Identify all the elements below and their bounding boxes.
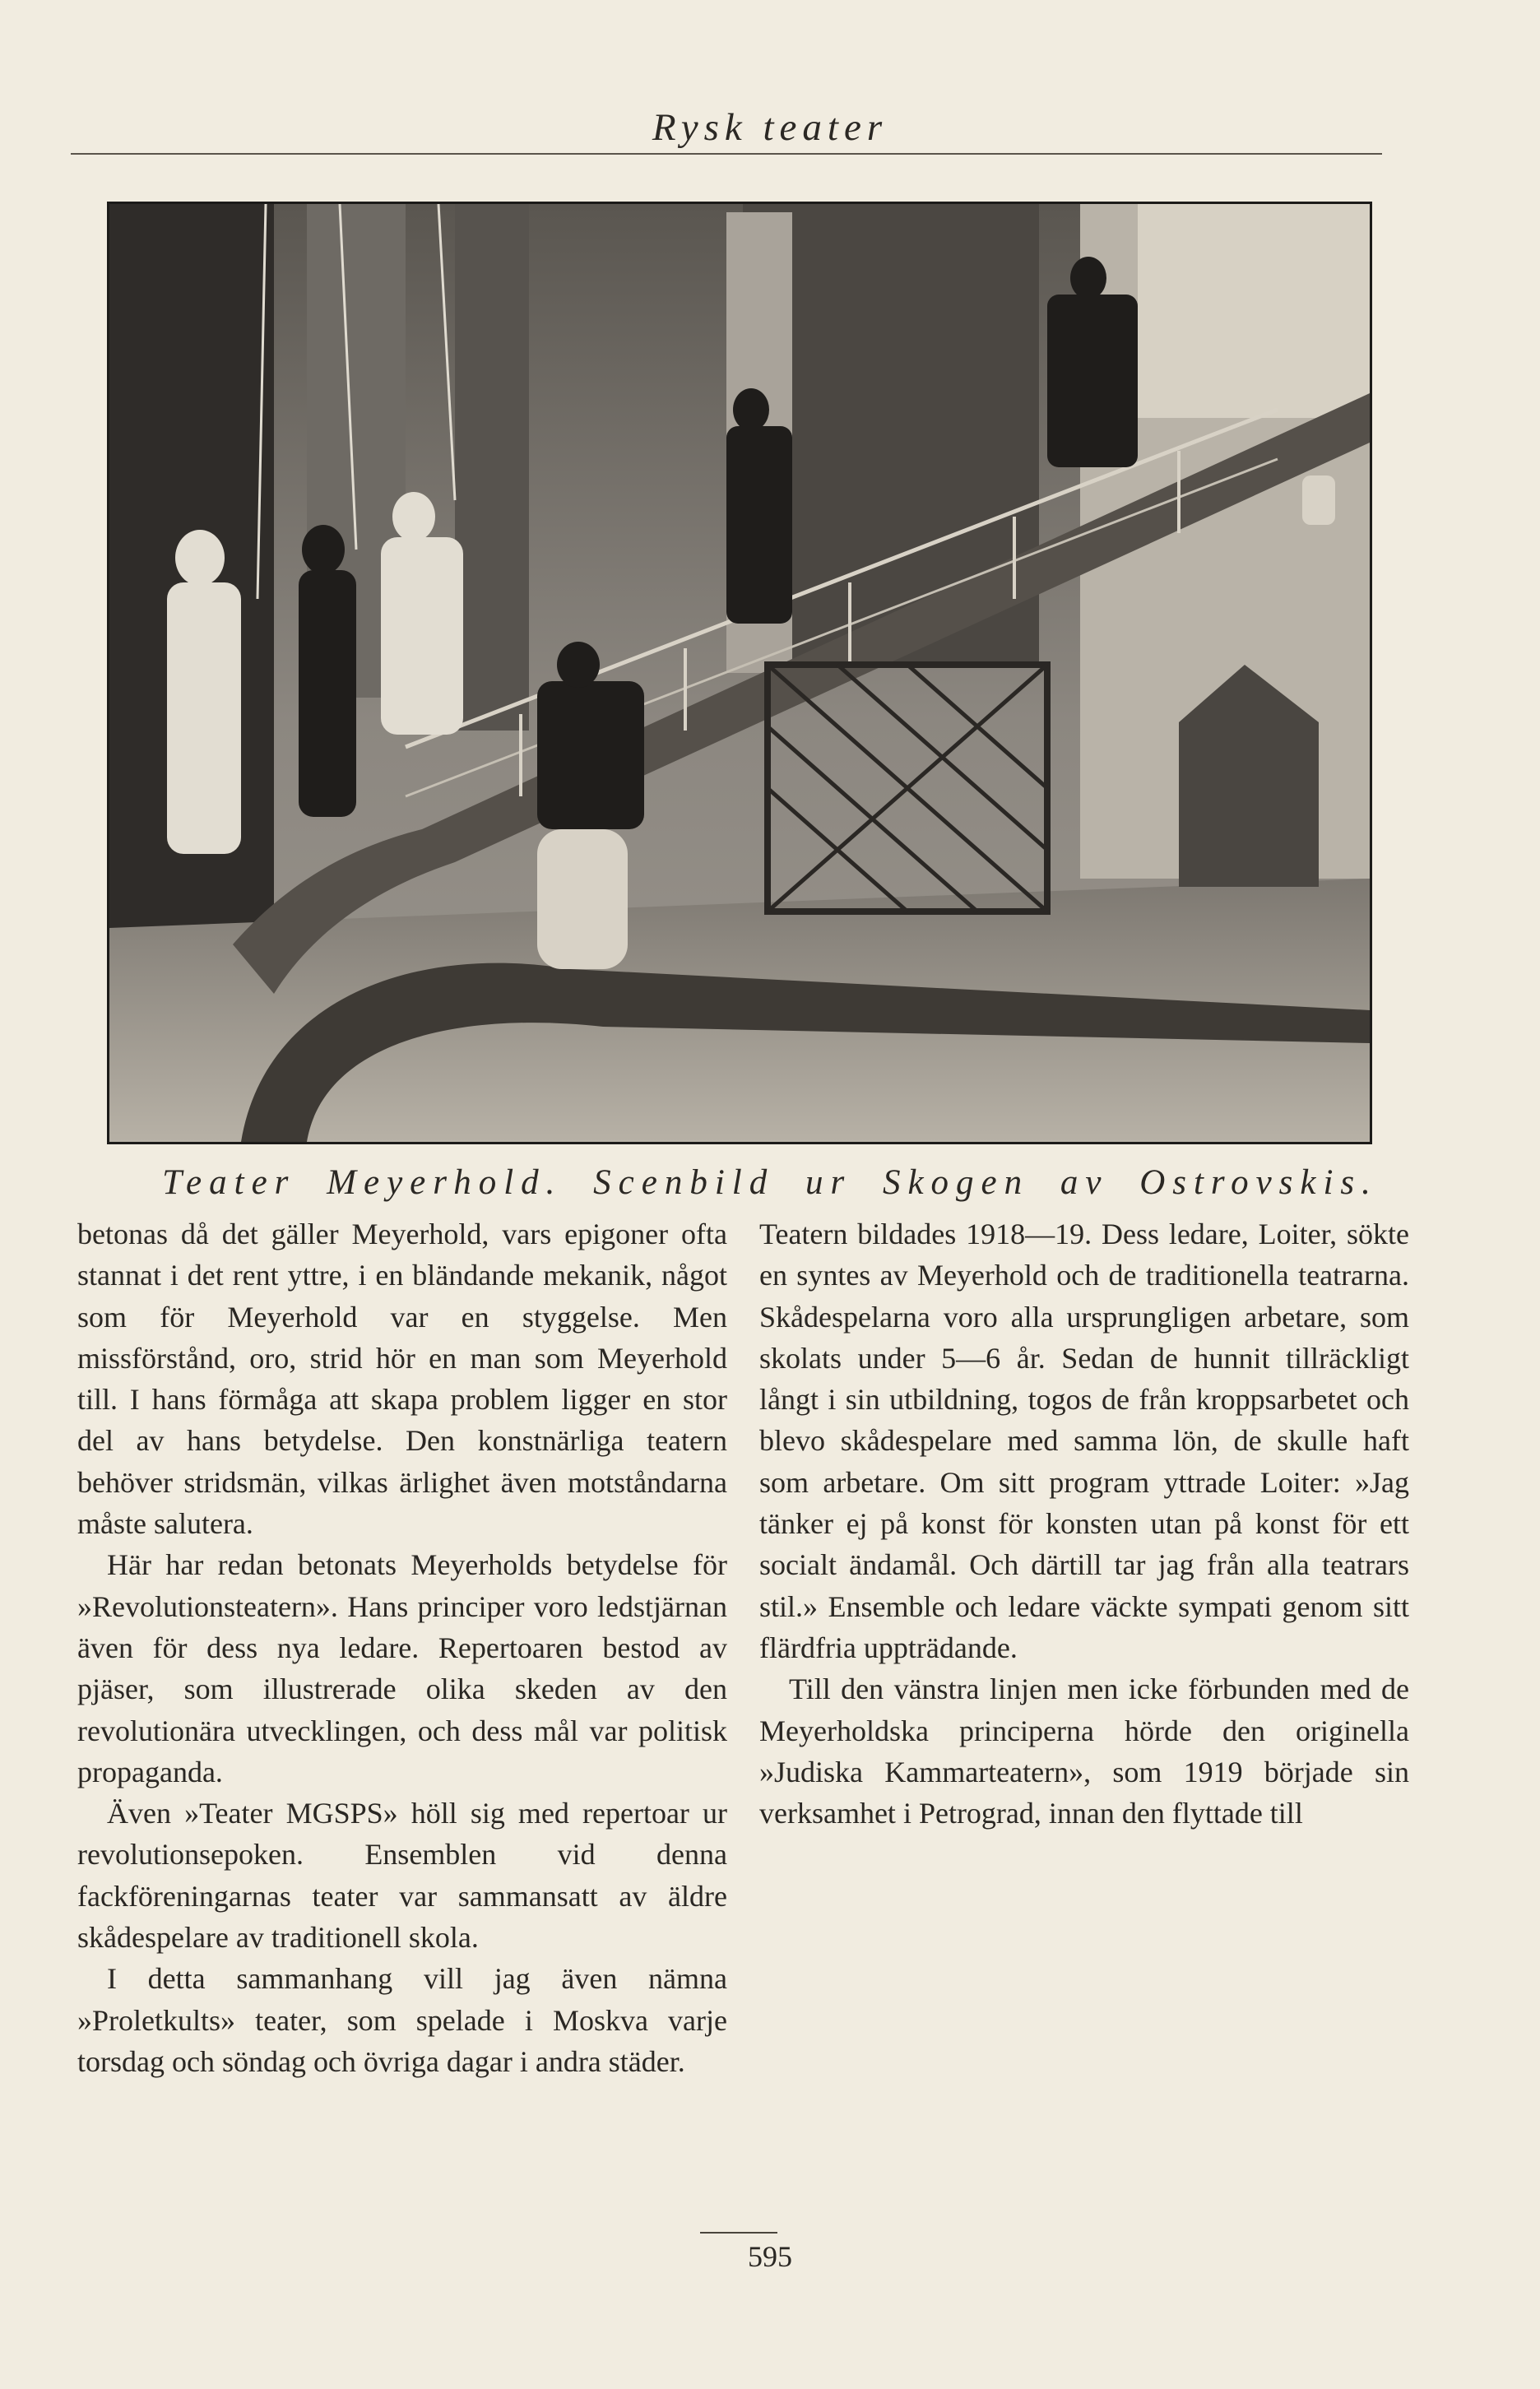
stage-photo [107, 202, 1372, 1144]
paragraph: Här har redan betonats Meyerholds betydelse för »Revolutionsteatern». Hans principer voro ledstjärnan även för dess nya ledare. Repertoaren bestod av pjäser, som illustrerade olika skeden av den revolutionära utvecklingen, och dess mål var politisk propaganda. [77, 1548, 727, 1788]
paragraph: Även »Teater MGSPS» höll sig med repertoar ur revolutionsepoken. Ensemblen vid denna fackföreningarnas teater var sammansatt av äldre skådespelare av traditionell skola. [77, 1797, 727, 1955]
paragraph: Till den vänstra linjen men icke förbunden med de Meyerholdska principerna hörde den originella »Judiska Kammarteatern», som 1919 började sin verksamhet i Petrograd, innan den flyttade till [759, 1672, 1409, 1830]
paragraph: I detta sammanhang vill jag även nämna »Proletkults» teater, som spelade i Moskva varje torsdag och söndag och övriga dagar i andra städer. [77, 1962, 727, 2078]
stage-photo-illustration [109, 204, 1370, 1142]
paragraph: Teatern bildades 1918—19. Dess ledare, Loiter, sökte en syntes av Meyerhold och de traditionella teatrarna. Skådespelarna voro alla ursprungligen arbetare, som skolats under 5—6 år. Sedan de hunnit tillräckligt långt i sin utbildning, togos de från kroppsarbetet och blevo skådespelare med samma lön, de skulle haft som arbetare. Om sitt program yttrade Loiter: »Jag tänker ej på konst för konsten utan på konst för ett socialt ändamål. Och därtill tar jag från alla teatrars stil.» Ensemble och ledare väckte sympati genom sitt flärdfria uppträdande. [759, 1218, 1409, 1664]
paragraph: betonas då det gäller Meyerhold, vars epigoner ofta stannat i det rent yttre, i en bländande mekanik, något som för Meyerhold var en styggelse. Men missförstånd, oro, strid hör en man som Meyerhold till. I hans förmåga att skapa problem ligger en stor del av hans betydelse. Den konstnärliga teatern behöver stridsmän, vilkas ärlighet även motståndarna måste salutera. [77, 1218, 727, 1541]
figure-caption: Teater Meyerhold. Scenbild ur Skogen av Ostrovskis. [162, 1163, 1378, 1202]
running-header: Rysk teater [652, 106, 888, 149]
header-rule [71, 153, 1382, 155]
page-number-rule [700, 2232, 777, 2234]
page-number: 595 [748, 2240, 792, 2273]
text-column-left [77, 1213, 727, 2082]
text-column-right [759, 1213, 1409, 1834]
